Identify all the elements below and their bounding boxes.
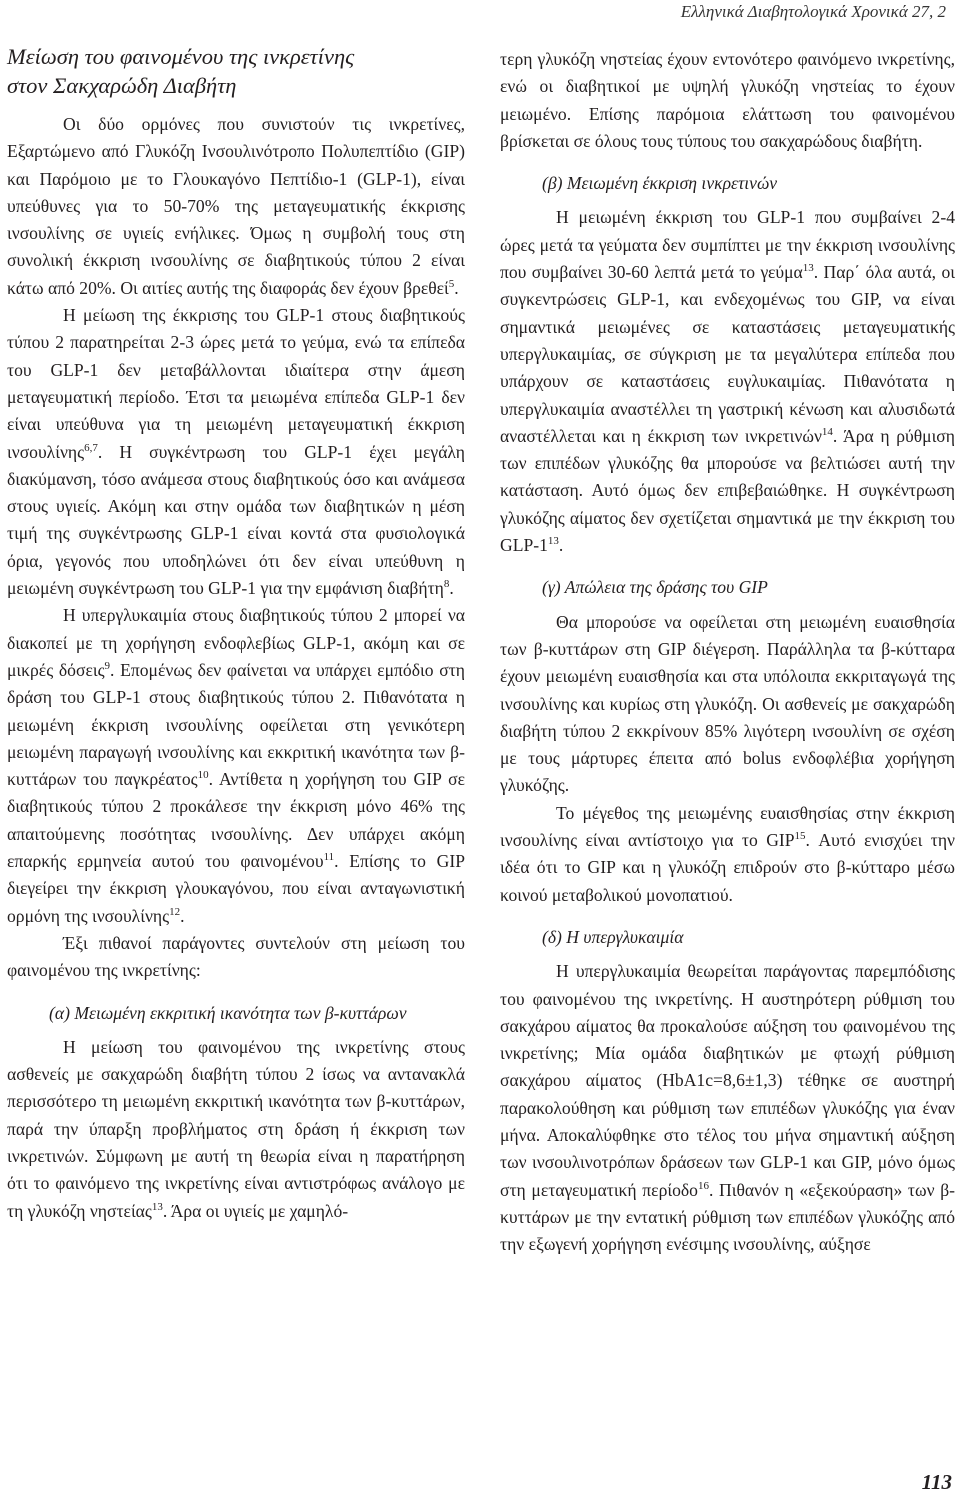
reference: 14 (821, 425, 833, 438)
subheading-a: (α) Μειωμένη εκκριτική ικανότητα των β-κυττάρων (49, 1002, 407, 1023)
text: . Πιθανόν η «εξεκούραση» των β-κυττάρων με την εντατική ρύθμιση των επιπέδων γλυκόζης από την εξωγενή χορήγηση ενέσιμης ινσουλίνης, αύξησε (500, 1179, 955, 1255)
reference: 13 (802, 262, 814, 275)
title-line-2: στον Σακχαρώδη Διαβήτη (7, 73, 237, 98)
subheading-c: (γ) Απώλεια της δράσης του GIP (542, 577, 768, 598)
reference: 5 (448, 277, 455, 290)
paragraph (7, 1034, 465, 1225)
paragraph (7, 302, 465, 602)
text: . Επομένως δεν φαίνεται να υπάρχει εμπόδιο στη δράση του GLP-1 στους διαβητικούς τύπου 2. Πιθανότατα η μειωμένη έκκριση ινσουλίνης οφείλεται στη γενικότερη μειωμένη παραγωγή ινσουλίνης και εκκριτική ικανότητα των β-κυττάρων του παγκρέατος (7, 659, 465, 790)
text: Η υπεργλυκαιμία θεωρείται παράγοντας παρεμπόδισης του φαινομένου της ινκρετίνης. Η αυστηρότερη ρύθμιση του σακχάρου αίματος θα προκαλούσε αύξηση του φαινομένου της ινκρετίνης; Μία ομάδα διαβητικών με φτωχή ρύθμιση σακχάρου αίματος (HbA1c=8,6±1,3) τέθηκε σε αυστηρή παρακολούθηση και ρύθμιση των επιπέδων γλυκόζης για έναν μήνα. Αποκαλύφθηκε στο τέλος του μήνα σημαντική αύξηση των ινσουλινοτρόπων δράσεων των GLP-1 και GIP, μόνο όμως στη μεταγευματική περίοδο (500, 961, 955, 1200)
text: . Επίσης το GIP διεγείρει την έκκριση γλουκαγόνου, που είναι ανταγωνιστική ορμόνη της ινσουλίνης (7, 851, 466, 926)
paragraph: τερη γλυκόζη νηστείας έχουν εντονότερο φαινόμενο ινκρετίνης, ενώ οι διαβητικοί με υψηλή γλυκόζη νηστείας το έχουν μειωμένο. Επίσης παρόμοια ελάττωση του φαινομένου βρίσκεται σε όλους τους τύπους του σακχαρώδους διαβήτη. (500, 49, 955, 151)
text: . Παρ΄ όλα αυτά, οι συγκεντρώσεις GLP-1, και ενδεχομένως του GIP, να είναι σημαντικά μειωμένες σε καταστάσεις μεταγευματικής υπεργλυκαιμίας, σε σύγκριση με τα μεγαλύτερα επίπεδα που υπάρχουν σε καταστάσεις ευγλυκαιμίας. Πιθανότατα η υπεργλυκαιμία αναστέλλει τη γαστρική κένωση και αλυσιδωτά αναστέλλεται και η έκκριση των ινκρετινών (500, 262, 955, 446)
reference: 6,7 (84, 441, 98, 454)
text: Το μέγεθος της μειωμένης ευαισθησίας στην έκκριση ινσουλίνης είναι αντίστοιχο για το GIP (500, 802, 955, 851)
reference: 12 (169, 905, 181, 918)
reference: 9 (104, 659, 111, 672)
reference: 11 (323, 851, 335, 864)
text: Η μειωμένη έκκριση του GLP-1 που συμβαίνει 2-4 ώρες μετά τα γεύματα δεν συμπίπτει με την έκκριση ινσουλίνης που συμβαίνει 30-60 λεπτά μετά το γεύμα (500, 207, 955, 283)
text: . Άρα οι υγιείς με χαμηλό- (162, 1200, 349, 1221)
text: Η μείωση του φαινομένου της ινκρετίνης στους ασθενείς με σακχαρώδη διαβήτη τύπου 2 ίσως να αντανακλά περισσότερο τη μειωμένη εκκριτική ικανότητα των β-κυττάρων, παρά την ύπαρξη προβλήματος στη δράση ή έκκριση των ινκρετινών. Σύμφωνη με αυτή τη θεωρία είναι η παρατήρηση ότι το φαινόμενο της ινκρετίνης είναι αντιστρόφως ανάλογο με τη γλυκόζη νηστείας (7, 1036, 465, 1221)
text: . (558, 535, 564, 556)
paragraph (500, 204, 955, 559)
text: Οι δύο ορμόνες που συνιστούν τις ινκρετίνες, Εξαρτώμενο από Γλυκόζη Ινσουλινότροπο Πολυπεπτίδιο (GIP) και Παρόμοιο με το Γλουκαγόνο Πεπτίδιο-1 (GLP-1), είναι υπεύθυνες για το 50-70% της μεταγευματικής έκκρισης ινσουλίνης σε υγιείς ενήλικες. Όμως η συμβολή τους στη συνολική έκκριση ινσουλίνης σε διαβητικούς τύπου 2 είναι κάτω από 20%. Οι αιτίες αυτής της διαφοράς δεν έχουν βρεθεί (7, 114, 465, 298)
reference: 13 (547, 535, 559, 548)
text: . Αυτό ενισχύει την ιδέα ότι το GIP και η γλυκόζη επιδρούν στο β-κύτταρο μέσω κοινού μεταβολικού μονοπατιού. (500, 830, 955, 905)
paragraph: Έξι πιθανοί παράγοντες συντελούν στη μείωση του φαινομένου της ινκρετίνης: (7, 932, 465, 981)
text: . Άρα η ρύθμιση των επιπέδων γλυκόζης θα μπορούσε να βελτιώσει αυτή την κατάσταση. Αυτό όμως δεν επιβεβαιώθηκε. Η συγκέντρωση γλυκόζης αίματος δεν σχετίζεται σημαντικά με την έκκριση του GLP-1 (500, 425, 955, 556)
page-number: 113 (921, 1470, 952, 1494)
subheading-d: (δ) Η υπεργλυκαιμία (542, 926, 684, 947)
text: Η μείωση της έκκρισης του GLP-1 στους διαβητικούς τύπου 2 παρατηρείται 2-3 ώρες μετά το γεύμα, ενώ τα επίπεδα του GLP-1 δεν μεταβάλλονται ιδιαίτερα στην άμεση μεταγευματική περίοδο. Έτσι τα μειωμένα επίπεδα GLP-1 δεν είναι υπεύθυνα για τη μειωμένη μεταγευματική έκκριση ινσουλίνης (7, 305, 465, 462)
reference: 15 (794, 830, 806, 843)
title-line-1: Μείωση του φαινομένου της ινκρετίνης (7, 44, 355, 69)
text: . (454, 277, 459, 298)
reference: 13 (151, 1200, 163, 1213)
text: . Η συγκέντρωση του GLP-1 έχει μεγάλη διακύμανση, τόσο ανάμεσα στους διαβητικούς όσο και ανάμεσα στους υγιείς. Ακόμη και στην ομάδα των διαβητικών η μέση τιμή της συγκέντρωσης GLP-1 είναι κοντά στα φυσιολογικά όρια, γεγονός που υποδηλώνει ότι δεν είναι υπεύθυνη η μειωμένη συγκέντρωση του GLP-1 για την εμφάνιση διαβήτη (7, 441, 465, 599)
reference: 8 (443, 578, 450, 591)
text: Η υπεργλυκαιμία στους διαβητικούς τύπου 2 μπορεί να διακοπεί με τη χορήγηση ενδοφλεβίως GLP-1, ακόμη και σε μικρές δόσεις (7, 605, 465, 680)
reference: 10 (197, 769, 209, 782)
paragraph (7, 111, 465, 302)
right-column (500, 46, 955, 1258)
paragraph (500, 800, 955, 909)
text: . (180, 905, 185, 926)
subheading-b: (β) Μειωμένη έκκριση ινκρετινών (542, 173, 778, 194)
journal-header: Ελληνικά Διαβητολογικά Χρονικά 27, 2 (680, 2, 946, 21)
paragraph: Θα μπορούσε να οφείλεται στη μειωμένη ευαισθησία των β-κυττάρων στη GIP διέγερση. Παράλληλα τα β-κύτταρα έχουν μειωμένη ευαισθησία και στα υπόλοιπα εκκριταγωγά της ινσουλίνης και κυρίως στη γλυκόζη. Οι ασθενείς με σακχαρώδη διαβήτη τύπου 2 εκκρίνουν 85% λιγότερη ινσουλίνη σε σχέση με τους μάρτυρες έπειτα από bolus ενδοφλέβια χορήγηση γλυκόζης. (500, 611, 955, 796)
text: . (449, 578, 454, 599)
article-title (7, 42, 465, 100)
paragraph (500, 958, 955, 1258)
text: . Αντίθετα η χορήγηση του GIP σε διαβητικούς τύπου 2 προκάλεσε την έκκριση μόνο 46% της απαιτούμενης ποσότητας ινσουλίνης. Δεν υπάρχει ακόμη επαρκής ερμηνεία αυτού του φαινομένου (7, 769, 465, 872)
left-column (7, 42, 465, 1225)
reference: 16 (697, 1179, 709, 1192)
paragraph (7, 602, 465, 930)
